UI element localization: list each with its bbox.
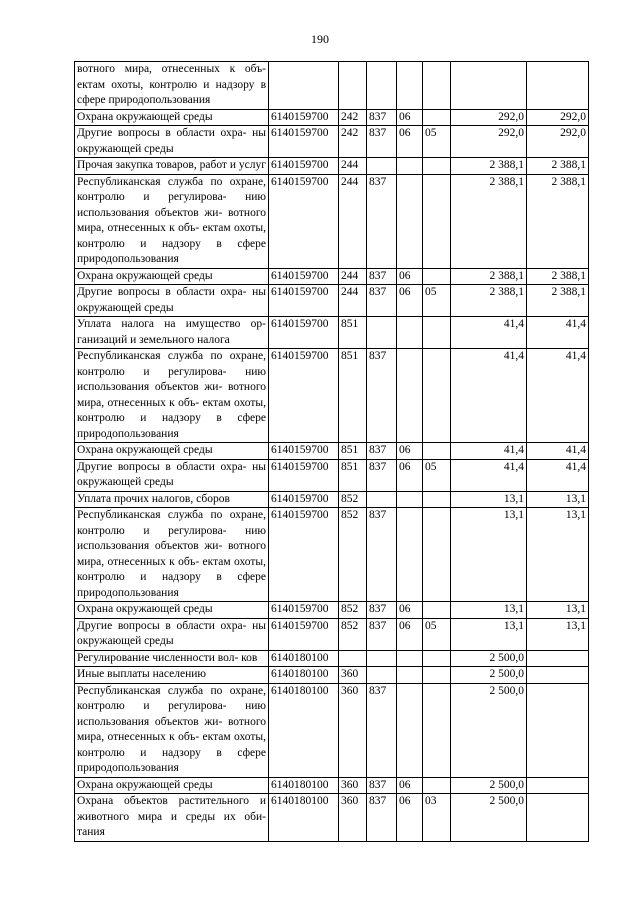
table-row — [75, 158, 589, 175]
cell-subsection: 05 — [423, 285, 451, 317]
cell-subsection — [423, 667, 451, 684]
cell-administrator: 837 — [367, 349, 397, 443]
table-row — [75, 491, 589, 508]
cell-target-article: 6140159700 — [269, 268, 339, 285]
cell-expense-type: 242 — [339, 109, 367, 126]
cell-amount-1: 292,0 — [451, 126, 527, 158]
table-row — [75, 667, 589, 684]
cell-expense-type: 360 — [339, 794, 367, 842]
cell-section — [397, 349, 423, 443]
cell-section: 06 — [397, 268, 423, 285]
cell-amount-2: 2 388,1 — [527, 285, 589, 317]
cell-administrator — [367, 667, 397, 684]
cell-target-article: 6140159700 — [269, 459, 339, 491]
cell-amount-2: 41,4 — [527, 317, 589, 349]
table-row — [75, 618, 589, 650]
cell-amount-2 — [527, 667, 589, 684]
cell-expense-type: 360 — [339, 683, 367, 777]
table-row — [75, 285, 589, 317]
table-row — [75, 794, 589, 842]
cell-name: Другие вопросы в области охра- ны окружающей среды — [75, 459, 269, 491]
cell-name: Охрана объектов растительного и животного мира и среды их оби- тания — [75, 794, 269, 842]
cell-subsection — [423, 317, 451, 349]
cell-target-article: 6140180100 — [269, 794, 339, 842]
cell-target-article: 6140159700 — [269, 317, 339, 349]
cell-target-article: 6140159700 — [269, 349, 339, 443]
cell-section: 06 — [397, 459, 423, 491]
cell-administrator — [367, 317, 397, 349]
cell-section: 06 — [397, 618, 423, 650]
cell-subsection — [423, 62, 451, 110]
table-row — [75, 650, 589, 667]
cell-section: 06 — [397, 285, 423, 317]
cell-administrator — [367, 158, 397, 175]
cell-subsection: 05 — [423, 459, 451, 491]
cell-target-article — [269, 62, 339, 110]
table-row — [75, 349, 589, 443]
cell-target-article: 6140159700 — [269, 126, 339, 158]
cell-amount-2: 13,1 — [527, 602, 589, 619]
cell-administrator: 837 — [367, 794, 397, 842]
cell-subsection — [423, 508, 451, 602]
cell-name: Уплата прочих налогов, сборов — [75, 491, 269, 508]
table-row — [75, 109, 589, 126]
cell-amount-1: 13,1 — [451, 491, 527, 508]
cell-administrator: 837 — [367, 174, 397, 268]
cell-administrator — [367, 491, 397, 508]
cell-expense-type: 244 — [339, 158, 367, 175]
cell-amount-1: 292,0 — [451, 109, 527, 126]
cell-name: Другие вопросы в области охра- ны окружающей среды — [75, 285, 269, 317]
cell-target-article: 6140159700 — [269, 109, 339, 126]
cell-expense-type: 852 — [339, 491, 367, 508]
cell-expense-type: 242 — [339, 126, 367, 158]
cell-administrator: 837 — [367, 109, 397, 126]
cell-name: вотного мира, отнесенных к объ- ектам охоты, контролю и надзору в сфере природопользования — [75, 62, 269, 110]
cell-administrator: 837 — [367, 268, 397, 285]
cell-section — [397, 650, 423, 667]
cell-section: 06 — [397, 794, 423, 842]
cell-administrator: 837 — [367, 285, 397, 317]
cell-administrator — [367, 650, 397, 667]
cell-expense-type: 852 — [339, 618, 367, 650]
cell-amount-2: 13,1 — [527, 618, 589, 650]
cell-section — [397, 667, 423, 684]
cell-expense-type: 360 — [339, 777, 367, 794]
budget-table — [74, 61, 589, 842]
table-body — [75, 62, 589, 842]
cell-target-article: 6140159700 — [269, 508, 339, 602]
cell-amount-1: 2 388,1 — [451, 158, 527, 175]
cell-section — [397, 174, 423, 268]
cell-subsection — [423, 443, 451, 460]
cell-expense-type: 852 — [339, 508, 367, 602]
cell-subsection — [423, 158, 451, 175]
table-row — [75, 126, 589, 158]
cell-expense-type: 244 — [339, 174, 367, 268]
cell-expense-type: 852 — [339, 602, 367, 619]
cell-section: 06 — [397, 602, 423, 619]
cell-target-article: 6140159700 — [269, 158, 339, 175]
table-row — [75, 508, 589, 602]
cell-amount-1: 13,1 — [451, 508, 527, 602]
page-number: 190 — [311, 32, 329, 46]
cell-subsection: 05 — [423, 126, 451, 158]
cell-administrator: 837 — [367, 683, 397, 777]
cell-name: Другие вопросы в области охра- ны окружающей среды — [75, 618, 269, 650]
cell-amount-1: 13,1 — [451, 618, 527, 650]
cell-name: Республиканская служба по охране, контролю и регулирова- нию использования объектов жи- вотного мира, отнесенных к объ- ектам охоты, контролю и надзору в сфере природопользования — [75, 508, 269, 602]
cell-administrator — [367, 62, 397, 110]
cell-administrator: 837 — [367, 508, 397, 602]
cell-target-article: 6140159700 — [269, 443, 339, 460]
cell-amount-2 — [527, 62, 589, 110]
cell-subsection — [423, 777, 451, 794]
cell-section — [397, 317, 423, 349]
cell-subsection — [423, 349, 451, 443]
table-row — [75, 777, 589, 794]
cell-subsection: 03 — [423, 794, 451, 842]
cell-expense-type: 851 — [339, 317, 367, 349]
cell-target-article: 6140180100 — [269, 650, 339, 667]
cell-target-article: 6140159700 — [269, 618, 339, 650]
cell-name: Охрана окружающей среды — [75, 268, 269, 285]
cell-amount-1: 2 388,1 — [451, 285, 527, 317]
cell-target-article: 6140180100 — [269, 667, 339, 684]
cell-subsection — [423, 109, 451, 126]
cell-administrator: 837 — [367, 126, 397, 158]
cell-name: Охрана окружающей среды — [75, 602, 269, 619]
cell-amount-1 — [451, 62, 527, 110]
cell-amount-2: 41,4 — [527, 443, 589, 460]
cell-name: Прочая закупка товаров, работ и услуг — [75, 158, 269, 175]
cell-amount-2 — [527, 777, 589, 794]
cell-section: 06 — [397, 777, 423, 794]
cell-amount-2: 13,1 — [527, 508, 589, 602]
cell-expense-type: 360 — [339, 667, 367, 684]
cell-name: Республиканская служба по охране, контролю и регулирова- нию использования объектов жи- вотного мира, отнесенных к объ- ектам охоты, контролю и надзору в сфере природопользования — [75, 174, 269, 268]
cell-administrator: 837 — [367, 777, 397, 794]
cell-name: Охрана окружающей среды — [75, 443, 269, 460]
cell-name: Уплата налога на имущество ор- ганизаций и земельного налога — [75, 317, 269, 349]
table-row — [75, 174, 589, 268]
cell-amount-1: 2 500,0 — [451, 667, 527, 684]
cell-name: Другие вопросы в области охра- ны окружающей среды — [75, 126, 269, 158]
cell-amount-2 — [527, 683, 589, 777]
cell-amount-1: 2 388,1 — [451, 268, 527, 285]
table-row — [75, 602, 589, 619]
cell-subsection — [423, 650, 451, 667]
cell-amount-1: 2 388,1 — [451, 174, 527, 268]
cell-expense-type: 851 — [339, 459, 367, 491]
cell-amount-2: 292,0 — [527, 126, 589, 158]
cell-amount-2 — [527, 794, 589, 842]
table-row — [75, 443, 589, 460]
cell-name: Иные выплаты населению — [75, 667, 269, 684]
cell-amount-2: 2 388,1 — [527, 174, 589, 268]
cell-amount-1: 2 500,0 — [451, 794, 527, 842]
cell-name: Охрана окружающей среды — [75, 777, 269, 794]
table-row — [75, 62, 589, 110]
cell-section — [397, 491, 423, 508]
cell-name: Охрана окружающей среды — [75, 109, 269, 126]
cell-amount-2: 41,4 — [527, 459, 589, 491]
cell-name: Республиканская служба по охране, контролю и регулирова- нию использования объектов жи- вотного мира, отнесенных к объ- ектам охоты, контролю и надзору в сфере природопользования — [75, 349, 269, 443]
cell-amount-2: 2 388,1 — [527, 268, 589, 285]
cell-subsection — [423, 491, 451, 508]
cell-amount-1: 2 500,0 — [451, 683, 527, 777]
cell-name: Республиканская служба по охране, контролю и регулирова- нию использования объектов жи- вотного мира, отнесенных к объ- ектам охоты, контролю и надзору в сфере природопользования — [75, 683, 269, 777]
cell-target-article: 6140159700 — [269, 602, 339, 619]
cell-amount-1: 41,4 — [451, 443, 527, 460]
cell-section — [397, 62, 423, 110]
cell-section — [397, 508, 423, 602]
cell-amount-1: 41,4 — [451, 317, 527, 349]
cell-section: 06 — [397, 109, 423, 126]
cell-administrator: 837 — [367, 602, 397, 619]
cell-amount-1: 2 500,0 — [451, 650, 527, 667]
table-row — [75, 459, 589, 491]
cell-expense-type: 244 — [339, 285, 367, 317]
cell-expense-type: 244 — [339, 268, 367, 285]
table-row — [75, 268, 589, 285]
cell-amount-1: 2 500,0 — [451, 777, 527, 794]
cell-subsection: 05 — [423, 618, 451, 650]
cell-amount-2: 292,0 — [527, 109, 589, 126]
cell-section: 06 — [397, 126, 423, 158]
cell-target-article: 6140159700 — [269, 491, 339, 508]
cell-amount-2: 2 388,1 — [527, 158, 589, 175]
cell-section — [397, 158, 423, 175]
cell-target-article: 6140159700 — [269, 285, 339, 317]
cell-administrator: 837 — [367, 618, 397, 650]
table-row — [75, 683, 589, 777]
cell-subsection — [423, 174, 451, 268]
cell-subsection — [423, 268, 451, 285]
cell-expense-type — [339, 62, 367, 110]
cell-expense-type: 851 — [339, 349, 367, 443]
cell-section — [397, 683, 423, 777]
cell-name: Регулирование численности вол- ков — [75, 650, 269, 667]
cell-subsection — [423, 683, 451, 777]
cell-target-article: 6140180100 — [269, 683, 339, 777]
cell-target-article: 6140180100 — [269, 777, 339, 794]
cell-section: 06 — [397, 443, 423, 460]
cell-amount-1: 41,4 — [451, 349, 527, 443]
cell-administrator: 837 — [367, 459, 397, 491]
table-row — [75, 317, 589, 349]
cell-amount-1: 41,4 — [451, 459, 527, 491]
cell-amount-2: 41,4 — [527, 349, 589, 443]
cell-expense-type: 851 — [339, 443, 367, 460]
cell-administrator: 837 — [367, 443, 397, 460]
cell-amount-2: 13,1 — [527, 491, 589, 508]
cell-amount-1: 13,1 — [451, 602, 527, 619]
cell-subsection — [423, 602, 451, 619]
cell-amount-2 — [527, 650, 589, 667]
cell-expense-type — [339, 650, 367, 667]
cell-target-article: 6140159700 — [269, 174, 339, 268]
